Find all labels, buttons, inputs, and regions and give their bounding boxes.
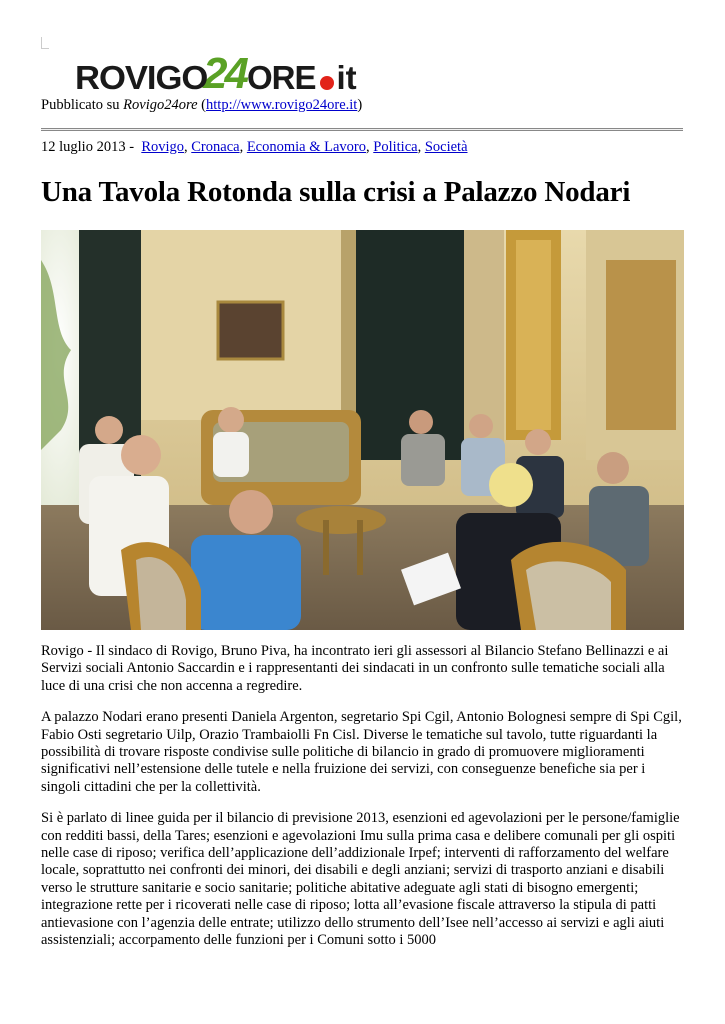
meta-separator: -	[125, 139, 138, 155]
category-list: Rovigo, Cronaca, Economia & Lavoro, Politica, Società	[141, 139, 468, 155]
category-link[interactable]: Politica	[373, 139, 418, 155]
category-link[interactable]: Economia & Lavoro	[246, 139, 367, 155]
logo-text-it: it	[336, 59, 357, 96]
category-link[interactable]: Rovigo	[141, 139, 185, 155]
article-title: Una Tavola Rotonda sulla crisi a Palazzo Nodari	[41, 176, 631, 208]
logo-dot-icon	[320, 76, 334, 90]
header-divider	[41, 128, 683, 131]
paragraph-2: A palazzo Nodari erano presenti Daniela Argenton, segretario Spi Cgil, Antonio Bolognesi sempre di Spi Cgil, Fabio Osti segretario Uilp, Orazio Trambaiolli Fn Cisl. Diverse le tematiche sul tavolo, tutte riguardanti la possibilità di trovare risposte condivise sulle politiche di bilancio in grado di promuovere miglioramenti significativi nell’estensione delle tutele e nella fruizione dei servizi, con conseguenze benefiche sia per i singoli cittadini che per la collettività.	[41, 709, 682, 795]
published-line	[41, 97, 362, 114]
logo-text-rovigo: ROVIGO	[75, 59, 208, 96]
published-site-name: Rovigo24ore	[123, 97, 198, 113]
logo-text-ore: ORE	[246, 59, 316, 96]
published-prefix: Pubblicato su	[41, 97, 124, 113]
logo-text-24: 24	[203, 49, 246, 99]
corner-mark	[41, 37, 49, 49]
published-open: (	[197, 97, 207, 113]
article-body	[41, 643, 687, 964]
published-url-link[interactable]: http://www.rovigo24ore.it	[206, 97, 358, 113]
category-link[interactable]: Società	[424, 139, 468, 155]
site-logo[interactable]	[75, 44, 357, 99]
article-photo	[41, 230, 684, 630]
paragraph-1: Rovigo - Il sindaco di Rovigo, Bruno Piva, ha incontrato ieri gli assessori al Bilancio Stefano Bellinazzi e ai Servizi sociali Antonio Saccardin e i rappresentanti dei sindacati in un confronto sulle tematiche sociali alla luce di una crisi che non accenna a regredire.	[41, 643, 669, 694]
category-link[interactable]: Cronaca	[191, 139, 240, 155]
article-date: 12 luglio 2013	[41, 139, 126, 155]
paragraph-3: Si è parlato di linee guida per il bilancio di previsione 2013, esenzioni ed agevolazioni per le persone/famiglie con redditi bassi, della Tares; esenzioni e agevolazioni Imu sulla prima casa e delibere comunali per gli ospiti nelle case di riposo; verifica dell’applicazione dell’addizionale Irpef; interventi di rafforzamento del welfare locale, soprattutto nei confronti dei minori, dei disabili e degli anziani; servizi di trasporto anziani e disabili verso le strutture sanitarie e socio sanitarie; politiche abitative adeguate agli stati di bisogno emergenti; integrazione rette per i ricoverati nelle case di riposo; lotta all’evasione fiscale attraverso la stipula di patti antievasione con l’agenzia delle entrate; utilizzo dello strumento dell’Isee nell’accesso ai servizi e agli aiuti assistenziali; accorpamento delle funzioni per i Comuni sotto i 5000	[41, 810, 680, 949]
article-meta	[41, 139, 468, 156]
published-close: )	[357, 97, 363, 113]
